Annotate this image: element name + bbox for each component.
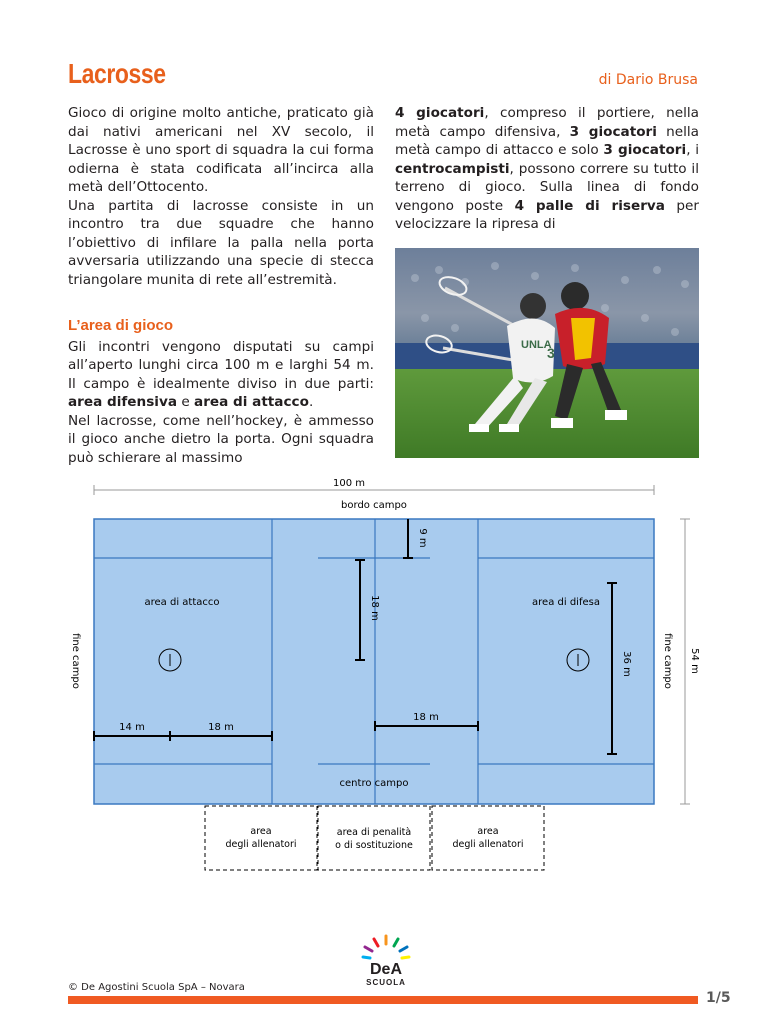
right-paragraph — [395, 104, 699, 234]
dim-18m-center-label: 18 m — [413, 712, 439, 723]
attack-area-label: area di attacco — [144, 597, 220, 608]
intro-paragraph-2: Una partita di lacrosse consiste in un incontro tra due squadre che hanno l’obiettivo di infilare la palla nella porta avversaria utilizzando una specie di stecca triangolare munita di rete all’estremità. — [68, 197, 374, 288]
center-label: centro campo — [339, 778, 409, 789]
length-label: 100 m — [332, 478, 366, 489]
lacrosse-photo — [395, 248, 699, 458]
dim-36m-label: 36 m — [621, 651, 632, 677]
coach-area-left — [205, 806, 317, 870]
dim-14m-label: 14 m — [119, 722, 145, 733]
page-number: 1/5 — [706, 990, 731, 1006]
left-column — [68, 104, 374, 467]
playing-field — [94, 519, 654, 804]
photo-illustration — [395, 248, 699, 458]
bold-run: area di attacco — [194, 394, 309, 410]
text-run: Gli incontri vengono disputati su campi all’aperto lunghi circa 100 m e larghi 54 m. Il campo è idealmente diviso in due parti: — [68, 338, 374, 392]
intro-paragraph-1: Gioco di origine molto antiche, praticato già dai nativi americani nel XV secolo, il Lacrosse è uno sport di squadra la cui forma odierna è stata codificata all’incirca alla metà dell’Ottocento. — [68, 105, 374, 195]
logo-subtext: SCUOLA — [366, 978, 406, 987]
right-column — [395, 104, 699, 234]
text-run: . — [308, 394, 314, 410]
coach-area-right-line2: degli allenatori — [452, 839, 524, 850]
coach-area-right-line1: area — [477, 826, 499, 837]
coach-area-left-line1: area — [250, 826, 272, 837]
section-paragraph-2: Nel lacrosse, come nell’hockey, è ammesso il gioco anche dietro la porta. Ogni squadra può schierare al massimo — [68, 412, 374, 466]
jersey-text: UNLA — [521, 339, 552, 351]
sideline-label: bordo campo — [341, 500, 407, 511]
endline-right-label: fine campo — [662, 633, 673, 689]
bold-run: 4 palle di riserva — [514, 197, 665, 214]
logo-text: DeA — [369, 961, 403, 978]
endline-left-label: fine campo — [70, 633, 81, 689]
copyright: © De Agostini Scuola SpA – Novara — [68, 982, 245, 993]
dim-18m-vertical-label: 18 m — [369, 595, 380, 621]
jersey-number: 3 — [547, 345, 555, 361]
author-byline: di Dario Brusa — [598, 72, 698, 88]
bold-run: 3 giocatori — [603, 142, 687, 158]
width-label: 54 m — [689, 648, 700, 674]
text-run: , i — [686, 142, 700, 158]
penalty-area-line1: area di penalità — [336, 827, 412, 838]
penalty-area — [318, 806, 430, 870]
section-paragraph-1 — [68, 338, 374, 412]
bold-run: 4 giocatori — [395, 105, 485, 121]
page-title: Lacrosse — [68, 58, 166, 89]
bold-run: area difensiva — [68, 394, 177, 410]
bold-run: centrocampisti — [395, 160, 510, 177]
defense-area-label: area di difesa — [532, 597, 600, 608]
penalty-area-line2: o di sostituzione — [335, 840, 413, 851]
text-run: e — [177, 394, 195, 410]
coach-area-right — [432, 806, 544, 870]
text-run: , compreso il portiere, nella metà campo difensiva, — [395, 105, 699, 140]
section-heading: L’area di gioco — [68, 317, 174, 334]
footer-bar — [68, 996, 698, 1004]
dim-9m-label: 9 m — [417, 528, 428, 548]
dim-18m-left-label: 18 m — [208, 722, 234, 733]
field-diagram — [0, 470, 768, 890]
text-run: per velocizzare la ripresa di — [395, 197, 700, 232]
text-run: , possono correre su tutto il terreno di gioco. Sulla linea di fondo vengono poste — [395, 160, 699, 214]
bold-run: 3 giocatori — [569, 123, 657, 140]
coach-area-left-line2: degli allenatori — [225, 839, 297, 850]
dea-scuola-logo — [356, 930, 416, 990]
text-run: nella metà campo di attacco e solo — [395, 123, 700, 158]
